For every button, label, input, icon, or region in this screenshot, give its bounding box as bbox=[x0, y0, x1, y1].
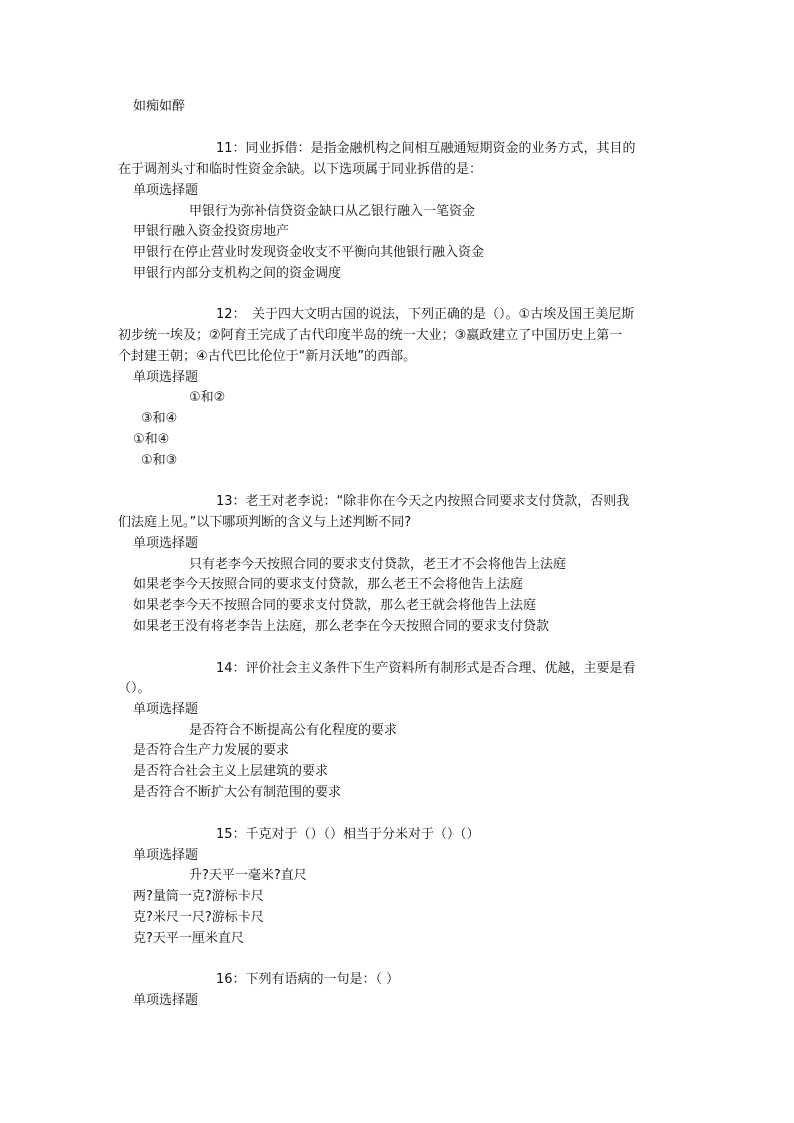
question-12-type: 单项选择题 bbox=[133, 370, 199, 385]
question-13-option-c: 如果老李今天不按照合同的要求支付贷款，那么老王就会将他告上法庭 bbox=[133, 598, 537, 613]
question-15-type: 单项选择题 bbox=[133, 848, 199, 863]
question-12-option-b: ③和④ bbox=[141, 411, 178, 426]
question-11-line-2: 在于调剂头寸和临时性资金余缺。以下选项属于同业拆借的是： bbox=[118, 162, 483, 177]
question-12-line-3: 个封建王朝；④古代巴比伦位于“新月沃地”的西部。 bbox=[118, 349, 417, 364]
question-13-option-a: 只有老李今天按照合同的要求支付贷款，老王才不会将他告上法庭 bbox=[189, 557, 567, 572]
question-14-option-b: 是否符合生产力发展的要求 bbox=[133, 743, 290, 758]
question-12-option-d: ①和③ bbox=[141, 453, 178, 468]
question-14-option-a: 是否符合不断提高公有化程度的要求 bbox=[189, 723, 398, 738]
question-16-line-1: 16：下列有语病的一句是：（ ） bbox=[216, 972, 400, 987]
question-15-option-b: 两?量筒一克?游标卡尺 bbox=[133, 889, 264, 904]
question-14-option-c: 是否符合社会主义上层建筑的要求 bbox=[133, 764, 329, 779]
question-11-option-a: 甲银行为弥补信贷资金缺口从乙银行融入一笔资金 bbox=[189, 204, 476, 219]
question-13-option-b: 如果老李今天按照合同的要求支付贷款，那么老王不会将他告上法庭 bbox=[133, 577, 524, 592]
question-15-line-1: 15：千克对于（）（）相当于分米对于（）（） bbox=[216, 827, 480, 842]
question-11-line-1: 11：同业拆借：是指金融机构之间相互融通短期资金的业务方式，其目的 bbox=[216, 141, 636, 156]
question-14-type: 单项选择题 bbox=[133, 702, 199, 717]
question-12-line-1: 12： 关于四大文明古国的说法，下列正确的是（）。①古埃及国王美尼斯 bbox=[216, 307, 635, 322]
question-16-type: 单项选择题 bbox=[133, 993, 199, 1008]
question-12-option-c: ①和④ bbox=[133, 432, 170, 447]
carryover-text: 如痴如醉 bbox=[133, 99, 186, 114]
question-12-line-2: 初步统一埃及；②阿育王完成了古代印度半岛的统一大业；③嬴政建立了中国历史上第一 bbox=[118, 328, 623, 343]
question-14-option-d: 是否符合不断扩大公有制范围的要求 bbox=[133, 785, 342, 800]
question-15-option-a: 升?天平一毫米?直尺 bbox=[189, 868, 307, 883]
question-15-option-d: 克?天平一厘米直尺 bbox=[133, 931, 244, 946]
question-14-line-2: （）。 bbox=[118, 681, 151, 696]
question-13-option-d: 如果老王没有将老李告上法庭，那么老李在今天按照合同的要求支付贷款 bbox=[133, 619, 550, 634]
question-14-line-1: 14：评价社会主义条件下生产资料所有制形式是否合理、优越，主要是看 bbox=[216, 661, 636, 676]
question-12-option-a: ①和② bbox=[189, 390, 226, 405]
question-13-line-1: 13：老王对老李说：“除非你在今天之内按照合同要求支付贷款，否则我 bbox=[216, 494, 630, 509]
question-11-option-d: 甲银行内部分支机构之间的资金调度 bbox=[133, 266, 342, 281]
question-13-line-2: 们法庭上见。”以下哪项判断的含义与上述判断不同? bbox=[118, 515, 412, 530]
question-11-option-c: 甲银行在停止营业时发现资金收支不平衡向其他银行融入资金 bbox=[133, 245, 485, 260]
question-15-option-c: 克?米尺一尺?游标卡尺 bbox=[133, 910, 264, 925]
question-11-type: 单项选择题 bbox=[133, 183, 199, 198]
question-13-type: 单项选择题 bbox=[133, 536, 199, 551]
question-11-option-b: 甲银行融入资金投资房地产 bbox=[133, 224, 290, 239]
